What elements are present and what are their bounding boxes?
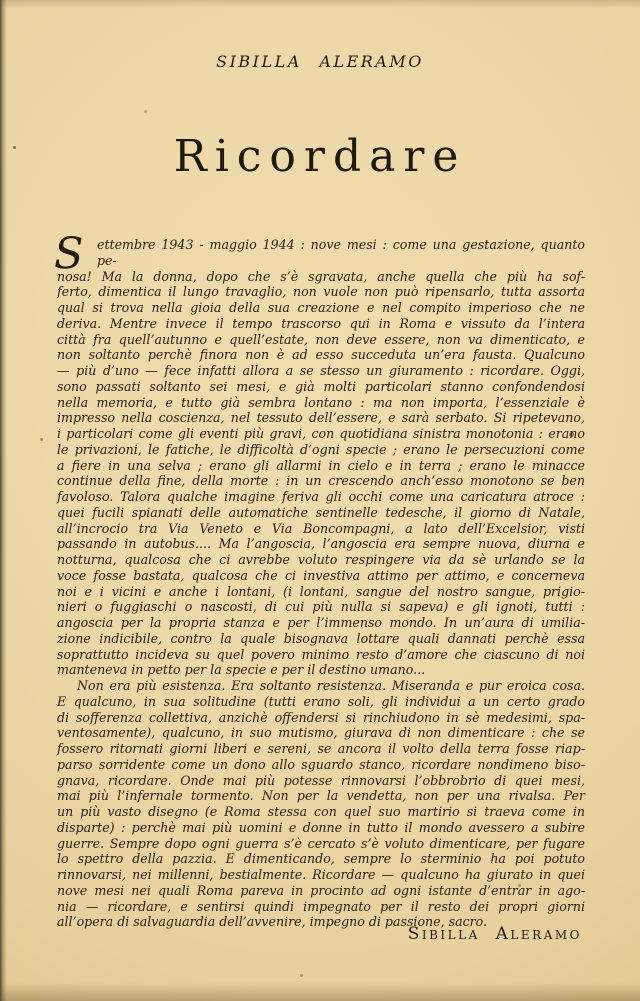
text-line: Non era più esistenza. Era soltanto resistenza. Miseranda e pur eroica cosa. [77,678,585,693]
article-text [54,229,585,930]
text-line: E qualcuno, in sua solitudine (tutti erano soli, gli individui a un certo grado [57,693,585,709]
text-line: gnava, ricordare. Onde mai più potesse rinnovarsi l’obbrobrio di quei mesi, [57,772,585,788]
text-line: i particolari come gli eventi più gravi, con quotidiana sinistra monotonia : erano [57,426,585,441]
text-line: deriva. Mentre invece il tempo trascorso qui in Roma e vissuto da l’intera [57,315,585,331]
text-line: mai più l’infernale tormento. Non per la vendetta, non per una rivalsa. Per [57,788,585,804]
paragraph-2 [57,678,585,930]
author-header: SIBILLA ALERAMO [216,52,424,71]
text-line: impresso nella coscienza, nel tessuto dell’essere, e sarà serbato. Si ripetevano, [57,410,585,426]
text-line: nieri o fuggiaschi o nascosti, di cui più nulla si sapeva) e gli ignoti, tutti : [57,599,585,615]
text-line: qual si trova nella gioia della sua creazione e nel compito imperioso che ne [57,300,585,315]
text-line: — più d’uno — fece infatti allora a se stesso un giuramento : ricordare. Oggi, [57,363,585,378]
page-edge-shadow-top [0,0,640,8]
text-line: nella memoria, e tutto già sembra lontano : ma non importa, l’essenziale è [57,394,585,410]
text-line: all’incrocio tra Via Veneto e Via Boncompagni, a lato dell’Excelsior, visti [57,520,585,536]
text-line: nia — ricordare, e sentirsi quindi impegnato per il resto dei propri giorni [57,898,585,914]
text-line: voce fosse bastata, qualcosa che ci investiva attimo per attimo, e concerneva [57,567,585,583]
text-line: rinnovarsi, nei millenni, bestialmente. Ricordare — qualcuno ha giurato in quei [57,867,585,882]
text-line: quei fucili spianati delle automatiche sentinelle tedesche, il giorno di Natale, [57,504,585,520]
text-line: zione indicibile, contro la quale bisognava lottare quali dannati perchè essa [57,630,585,646]
text-line: lo spettro della pazzia. E dimenticando, sempre lo sterminio ha poi potuto [57,851,585,867]
text-line: di sofferenza collettiva, anzichè offendersi si rinchiudono in sè medesimi, spa- [57,709,585,725]
text-line: guerre. Sempre dopo ogni guerra s’è cercato s’è voluto dimenticare, per fugare [57,835,585,851]
author-signature: Sibilla Aleramo [407,924,582,944]
text-line: parso sorridente come un dono allo sguardo stanco, ricordare nondimeno biso- [57,756,585,772]
text-line: le privazioni, le fatiche, le difficoltà d’ogni specie ; erano le persecuzioni come [57,441,585,457]
text-line: angoscia per la propria stanza e per l’immenso mondo. In un’aura di umilia- [57,615,585,630]
page-title: Ricordare [173,131,467,182]
text-line: nove mesi nei quali Roma pareva in procinto ad ogni istante d’entrar in ago- [57,882,585,898]
text-line: favoloso. Talora qualche imagine feriva gli occhi come una caricatura atroce : [57,489,585,504]
page-edge-shadow-bottom [0,983,640,1001]
text-line: a fiere in una selva ; erano gli allarmi in cielo e in terra ; erano le minacce [57,457,585,473]
text-line: passando in autobus.... Ma l’angoscia, l’angoscia era sempre nuova, diurna e [57,536,585,552]
text-line: ventosamente), qualcuno, in suo mutismo, giurava di non dimenticare : che se [57,725,585,741]
text-line: notturna, qualcosa che ci avrebbe voluto respingere via da sè urlando se la [57,552,585,567]
text-line: all’opera di salvaguardia dell’avvenire, impegno di passione, sacro. [57,914,488,930]
text-line: sono passati soltanto sei mesi, e già molti particolari stanno confondendosi [57,378,585,394]
text-line: soprattutto incideva su quel povero minimo resto d’amore che ciascuno di noi [57,646,585,662]
text-line: città fra quell’autunno e quell’estate, non deve essere, non va dimenticato, e [57,331,585,347]
text-line: ferto, dimentica il lungo travaglio, non vuole non può ripensarlo, tutta assorta [57,284,585,300]
text-line: nosa! Ma la donna, dopo che s’è sgravata, anche quella che più ha sof- [57,268,585,284]
text-line: continue della fine, della morte : in un crescendo anch’esso monotono se ben [57,473,585,489]
drop-cap: S [54,229,84,279]
text-line: ettembre 1943 - maggio 1944 : nove mesi : come una gestazione, quanto pe- [97,237,585,268]
text-line: fossero ritornati giorni liberi e sereni, se ancora il volto della terra fosse riap- [57,741,585,756]
text-line: un più vasto disegno (e Roma stessa con quel suo martirio si traeva come in [57,804,585,819]
text-line: disparte) : perchè mai più uomini e donne in tutto il mondo avessero a subire [57,819,585,835]
text-line: non soltanto perchè finora non è ad esso succeduta un’era fausta. Qualcuno [57,347,585,363]
text-line: noi e i vicini e anche i lontani, (i lontani, sangue del nostro sangue, prigio- [57,583,585,599]
text-line: manteneva in petto per la specie e per il destino umano... [57,662,426,678]
paragraph-1 [54,229,585,678]
